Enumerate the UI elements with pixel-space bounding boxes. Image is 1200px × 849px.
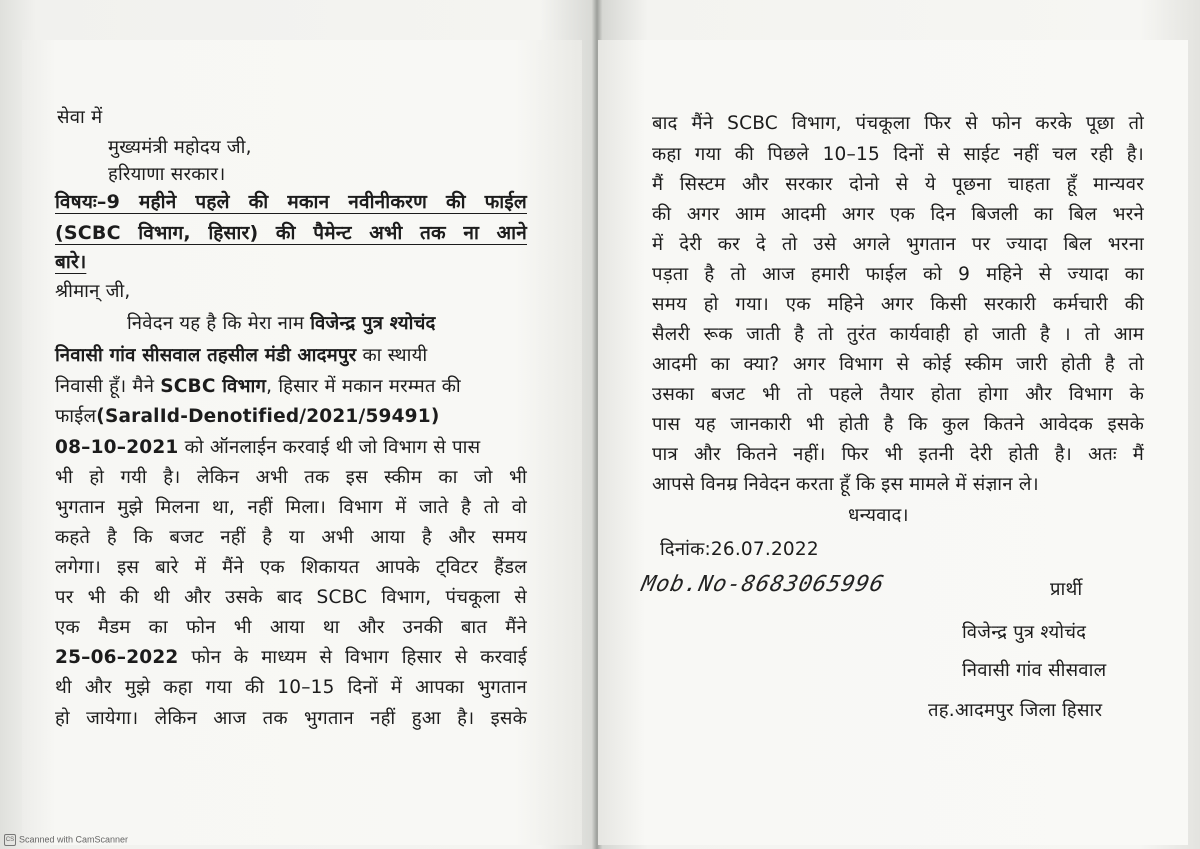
body-line-7: भुगतान मुझे मिलना था, नहीं मिला। विभाग में जाते है तो वो (55, 497, 527, 518)
body-line-8: कहते है कि बजट नहीं है या अभी आया है और समय (55, 527, 527, 548)
signature-name: विजेन्द्र पुत्र श्योचंद (962, 622, 1087, 643)
body-line-12: 25–06–2022 फोन के माध्यम से विभाग हिसार से करवाई (55, 647, 527, 668)
recipient-line-1: मुख्यमंत्री महोदय जी, (108, 137, 252, 158)
signature-village: निवासी गांव सीसवाल (962, 660, 1107, 681)
body-line-6: भी हो गयी है। लेकिन अभी तक इस स्कीम का जो भी (55, 467, 527, 488)
greeting: श्रीमान् जी, (55, 281, 131, 302)
body-line-1: निवेदन यह है कि मेरा नाम विजेन्द्र पुत्र श्योचंद (127, 313, 436, 334)
body-line-5: 08–10–2021 को ऑनलाईन करवाई थी जो विभाग से पास (55, 437, 481, 458)
closing-thanks: धन्यवाद। (848, 505, 909, 526)
salutation: सेवा में (57, 107, 103, 128)
right-body-line-6: पड़ता है तो आज हमारी फाईल को 9 महिने से ज्यादा का (652, 264, 1144, 285)
body-line-10: पर भी की थी और उसके बाद SCBC विभाग, पंचकूला से (55, 587, 527, 608)
right-body-line-8: सैलरी रूक जाती है तो तुरंत कार्यवाही हो जाती है । तो आम (652, 324, 1144, 345)
right-body-line-13: आपसे विनम्र निवेदन करता हूँ कि इस मामले में संज्ञान ले। (652, 474, 1039, 495)
body-line-9: लगेगा। इस बारे में मैंने एक शिकायत आपके ट्विटर हैंडल (55, 557, 527, 578)
right-body-line-4: की अगर आम आदमी अगर एक दिन बिजली का बिल भरने (652, 204, 1144, 225)
body-line-14: हो जायेगा। लेकिन आज तक भुगतान नहीं हुआ है। इसके (55, 708, 527, 729)
right-body-line-7: समय हो गया। एक महिने अगर किसी सरकारी कर्मचारी की (652, 294, 1144, 315)
right-body-line-10: उसका बजट भी तो पहले तैयार होता होगा और विभाग के (652, 384, 1144, 405)
right-body-line-3: मैं सिस्टम और सरकार दोनो से ये पूछना चाहता हूँ मान्यवर (652, 174, 1144, 195)
applicant-label: प्रार्थी (1050, 579, 1083, 600)
recipient-line-2: हरियाणा सरकार। (108, 164, 226, 185)
subject-line-2: (SCBC विभाग, हिसार) की पैमेन्ट अभी तक ना आने (55, 222, 527, 244)
body-line-13: थी और मुझे कहा गया की 10–15 दिनों में आपका भुगतान (55, 677, 527, 698)
scanner-watermark: CS Scanned with CamScanner (5, 834, 129, 845)
body-line-2: निवासी गांव सीसवाल तहसील मंडी आदमपुर का स्थायी (55, 345, 428, 366)
body-line-11: एक मैडम का फोन भी आया था और उनकी बात मैंने (55, 617, 527, 638)
subject-line-1: विषयः–9 महीने पहले की मकान नवीनीकरण की फाईल (55, 191, 527, 213)
handwritten-mobile-number: Mob.No-8683065996 (639, 572, 887, 597)
camscanner-icon: CS (4, 834, 16, 846)
subject-line-3: बारे। (55, 251, 87, 273)
letter-date: दिनांक:26.07.2022 (660, 539, 819, 560)
right-body-line-5: में देरी कर दे तो उसे अगले भुगतान पर ज्यादा बिल भरना (652, 234, 1144, 255)
right-body-line-2: कहा गया की पिछले 10–15 दिनों से साईट नहीं चल रही है। (652, 144, 1144, 165)
right-body-line-1: बाद मैंने SCBC विभाग, पंचकूला फिर से फोन करके पूछा तो (652, 113, 1144, 134)
body-line-3: निवासी हूँ। मैने SCBC विभाग, हिसार में मकान मरम्मत की (55, 376, 461, 397)
body-line-4: फाईल(SaralId-Denotified/2021/59491) (55, 406, 440, 427)
right-body-line-12: पात्र और कितने नहीं। फिर भी इतनी देरी होती है। अतः मैं (652, 444, 1144, 465)
signature-address: तह.आदमपुर जिला हिसार (928, 700, 1103, 721)
right-body-line-9: आदमी का क्या? अगर विभाग से कोई स्कीम जारी होती है तो (652, 354, 1144, 375)
right-body-line-11: पास यह जानकारी भी होती है कि कुल कितने आवेदक इसके (652, 414, 1144, 435)
